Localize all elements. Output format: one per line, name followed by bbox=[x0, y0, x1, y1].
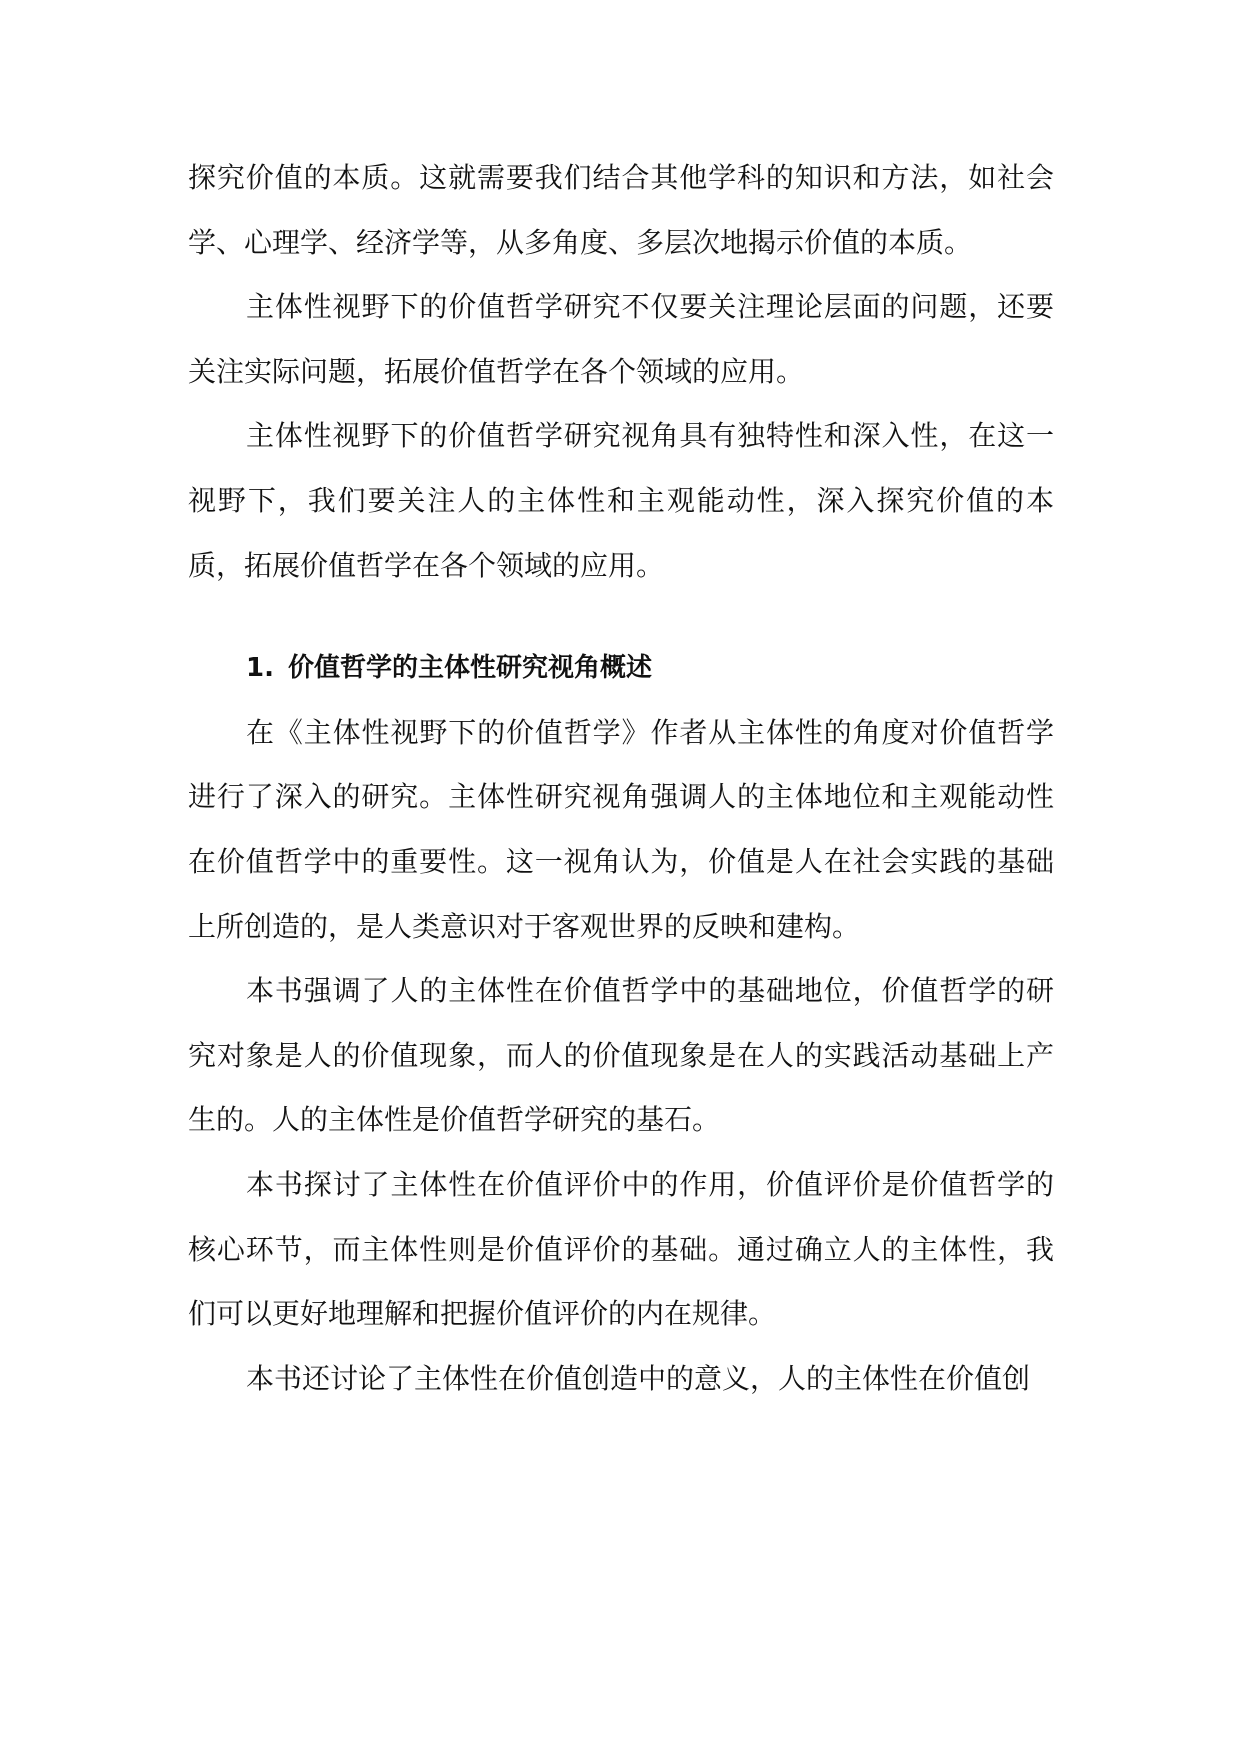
paragraph: 主体性视野下的价值哲学研究视角具有独特性和深入性，在这一视野下，我们要关注人的主体性和主观能动性，深入探究价值的本质，拓展价值哲学在各个领域的应用。 bbox=[188, 419, 1054, 582]
section-heading bbox=[188, 636, 1054, 701]
section-title: 价值哲学的主体性研究视角概述 bbox=[287, 653, 652, 684]
paragraph: 本书强调了人的主体性在价值哲学中的基础地位，价值哲学的研究对象是人的价值现象，而人的价值现象是在人的实践活动基础上产生的。人的主体性是价值哲学研究的基石。 bbox=[188, 974, 1054, 1137]
paragraph: 在《主体性视野下的价值哲学》作者从主体性的角度对价值哲学进行了深入的研究。主体性研究视角强调人的主体地位和主观能动性在价值哲学中的重要性。这一视角认为，价值是人在社会实践的基础上所创造的，是人类意识对于客观世界的反映和建构。 bbox=[188, 715, 1054, 943]
document-body bbox=[188, 146, 1054, 1411]
paragraph: 主体性视野下的价值哲学研究不仅要关注理论层面的问题，还要关注实际问题，拓展价值哲学在各个领域的应用。 bbox=[188, 290, 1054, 388]
paragraph-continuation: 探究价值的本质。这就需要我们结合其他学科的知识和方法，如社会学、心理学、经济学等，从多角度、多层次地揭示价值的本质。 bbox=[188, 161, 1054, 259]
paragraph: 本书探讨了主体性在价值评价中的作用，价值评价是价值哲学的核心环节，而主体性则是价值评价的基础。通过确立人的主体性，我们可以更好地理解和把握价值评价的内在规律。 bbox=[188, 1167, 1054, 1331]
section-number: 1. bbox=[246, 653, 274, 684]
paragraph-truncated: 本书还讨论了主体性在价值创造中的意义，人的主体性在价值创 bbox=[246, 1361, 1031, 1395]
